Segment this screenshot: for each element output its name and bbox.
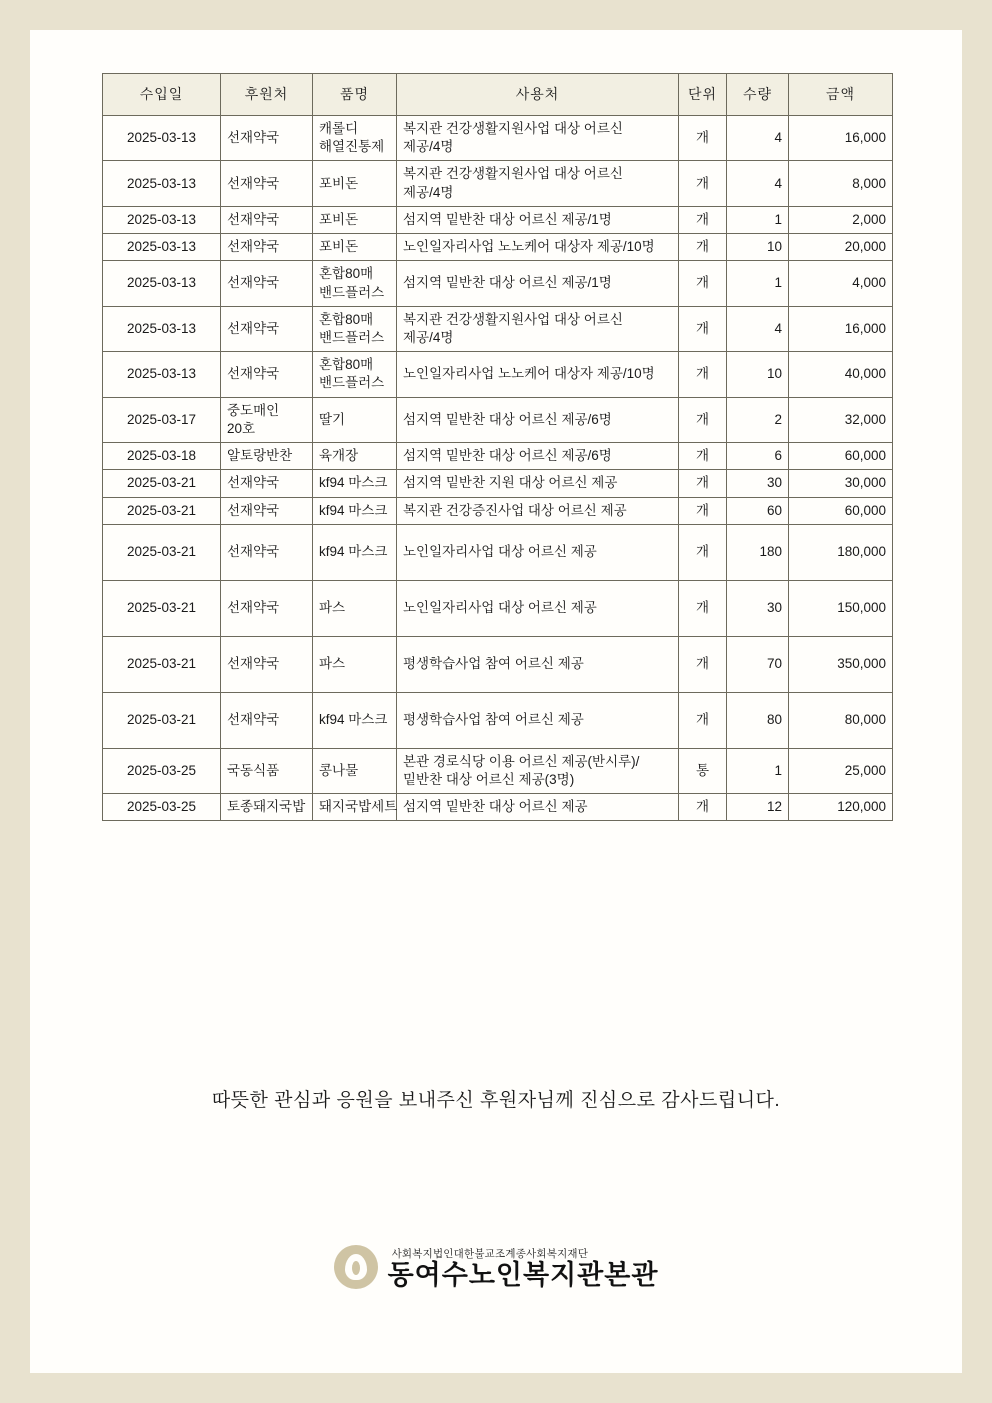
cell-item: 혼합80매 밴드플러스	[313, 261, 397, 306]
cell-item: kf94 마스크	[313, 524, 397, 580]
table-row	[103, 234, 893, 261]
table-row	[103, 397, 893, 442]
table-row	[103, 636, 893, 692]
cell-donor: 선재약국	[221, 580, 313, 636]
cell-unit: 개	[679, 161, 727, 206]
cell-unit: 개	[679, 206, 727, 233]
column-header-date: 수입일	[103, 74, 221, 116]
cell-amount: 32,000	[789, 397, 893, 442]
cell-donor: 선재약국	[221, 470, 313, 497]
cell-donor: 선재약국	[221, 497, 313, 524]
cell-amount: 120,000	[789, 794, 893, 821]
cell-date: 2025-03-21	[103, 470, 221, 497]
cell-use: 복지관 건강생활지원사업 대상 어르신 제공/4명	[397, 161, 679, 206]
cell-unit: 개	[679, 116, 727, 161]
cell-use: 노인일자리사업 노노케어 대상자 제공/10명	[397, 352, 679, 397]
cell-qty: 70	[727, 636, 789, 692]
cell-donor: 선재약국	[221, 261, 313, 306]
donation-table	[102, 73, 893, 821]
cell-amount: 20,000	[789, 234, 893, 261]
cell-amount: 60,000	[789, 497, 893, 524]
column-header-amount: 금액	[789, 74, 893, 116]
cell-donor: 선재약국	[221, 524, 313, 580]
table-row	[103, 206, 893, 233]
cell-use: 노인일자리사업 노노케어 대상자 제공/10명	[397, 234, 679, 261]
cell-use: 복지관 건강생활지원사업 대상 어르신 제공/4명	[397, 306, 679, 351]
cell-donor: 토종돼지국밥	[221, 794, 313, 821]
cell-use: 섬지역 밑반찬 대상 어르신 제공	[397, 794, 679, 821]
cell-date: 2025-03-13	[103, 116, 221, 161]
cell-qty: 1	[727, 748, 789, 793]
cell-qty: 30	[727, 470, 789, 497]
table-row	[103, 161, 893, 206]
cell-date: 2025-03-13	[103, 234, 221, 261]
cell-date: 2025-03-21	[103, 580, 221, 636]
cell-qty: 2	[727, 397, 789, 442]
cell-amount: 60,000	[789, 443, 893, 470]
column-header-donor: 후원처	[221, 74, 313, 116]
cell-unit: 개	[679, 692, 727, 748]
table-row	[103, 261, 893, 306]
cell-use: 평생학습사업 참여 어르신 제공	[397, 636, 679, 692]
cell-donor: 중도매인 20호	[221, 397, 313, 442]
column-header-unit: 단위	[679, 74, 727, 116]
cell-use: 노인일자리사업 대상 어르신 제공	[397, 524, 679, 580]
table-row	[103, 497, 893, 524]
column-header-use: 사용처	[397, 74, 679, 116]
cell-item: 포비돈	[313, 161, 397, 206]
donation-table-container	[102, 73, 892, 821]
cell-donor: 알토랑반찬	[221, 443, 313, 470]
cell-unit: 개	[679, 794, 727, 821]
cell-unit: 개	[679, 234, 727, 261]
cell-donor: 선재약국	[221, 161, 313, 206]
cell-use: 섬지역 밑반찬 지원 대상 어르신 제공	[397, 470, 679, 497]
table-row	[103, 748, 893, 793]
cell-qty: 1	[727, 206, 789, 233]
cell-donor: 선재약국	[221, 306, 313, 351]
cell-qty: 10	[727, 352, 789, 397]
cell-unit: 개	[679, 470, 727, 497]
cell-qty: 1	[727, 261, 789, 306]
cell-qty: 180	[727, 524, 789, 580]
cell-use: 섬지역 밑반찬 대상 어르신 제공/1명	[397, 206, 679, 233]
cell-date: 2025-03-21	[103, 497, 221, 524]
cell-item: 파스	[313, 636, 397, 692]
cell-amount: 150,000	[789, 580, 893, 636]
cell-use: 본관 경로식당 이용 어르신 제공(반시루)/밑반찬 대상 어르신 제공(3명)	[397, 748, 679, 793]
cell-item: 포비돈	[313, 234, 397, 261]
cell-unit: 개	[679, 497, 727, 524]
cell-donor: 국동식품	[221, 748, 313, 793]
cell-amount: 350,000	[789, 636, 893, 692]
cell-amount: 25,000	[789, 748, 893, 793]
cell-qty: 30	[727, 580, 789, 636]
table-row	[103, 470, 893, 497]
organization-name: 동여수노인복지관본관	[387, 1260, 659, 1291]
cell-qty: 80	[727, 692, 789, 748]
cell-date: 2025-03-21	[103, 636, 221, 692]
cell-donor: 선재약국	[221, 234, 313, 261]
cell-donor: 선재약국	[221, 692, 313, 748]
cell-item: kf94 마스크	[313, 470, 397, 497]
cell-item: 파스	[313, 580, 397, 636]
cell-item: 캐롤디 해열진통제	[313, 116, 397, 161]
cell-donor: 선재약국	[221, 636, 313, 692]
cell-unit: 개	[679, 352, 727, 397]
cell-item: kf94 마스크	[313, 692, 397, 748]
cell-use: 복지관 건강증진사업 대상 어르신 제공	[397, 497, 679, 524]
table-row	[103, 443, 893, 470]
cell-unit: 개	[679, 443, 727, 470]
cell-item: 포비돈	[313, 206, 397, 233]
organization-text	[388, 1246, 659, 1291]
cell-item: 혼합80매 밴드플러스	[313, 306, 397, 351]
cell-amount: 40,000	[789, 352, 893, 397]
cell-use: 평생학습사업 참여 어르신 제공	[397, 692, 679, 748]
cell-date: 2025-03-21	[103, 524, 221, 580]
table-row	[103, 692, 893, 748]
cell-unit: 개	[679, 261, 727, 306]
cell-qty: 60	[727, 497, 789, 524]
cell-donor: 선재약국	[221, 206, 313, 233]
cell-date: 2025-03-13	[103, 352, 221, 397]
cell-amount: 180,000	[789, 524, 893, 580]
cell-use: 노인일자리사업 대상 어르신 제공	[397, 580, 679, 636]
cell-amount: 4,000	[789, 261, 893, 306]
cell-date: 2025-03-25	[103, 794, 221, 821]
cell-date: 2025-03-13	[103, 206, 221, 233]
cell-unit: 개	[679, 306, 727, 351]
cell-unit: 개	[679, 580, 727, 636]
cell-use: 섬지역 밑반찬 대상 어르신 제공/6명	[397, 397, 679, 442]
cell-amount: 80,000	[789, 692, 893, 748]
thanks-message: 따뜻한 관심과 응원을 보내주신 후원자님께 진심으로 감사드립니다.	[211, 1090, 781, 1111]
cell-date: 2025-03-21	[103, 692, 221, 748]
cell-date: 2025-03-13	[103, 261, 221, 306]
cell-date: 2025-03-13	[103, 306, 221, 351]
cell-qty: 4	[727, 306, 789, 351]
table-row	[103, 580, 893, 636]
cell-item: kf94 마스크	[313, 497, 397, 524]
cell-unit: 통	[679, 748, 727, 793]
cell-amount: 16,000	[789, 116, 893, 161]
organization-logo-icon	[334, 1245, 378, 1289]
cell-qty: 6	[727, 443, 789, 470]
table-row	[103, 524, 893, 580]
cell-date: 2025-03-25	[103, 748, 221, 793]
cell-item: 딸기	[313, 397, 397, 442]
cell-amount: 2,000	[789, 206, 893, 233]
cell-amount: 16,000	[789, 306, 893, 351]
table-row	[103, 116, 893, 161]
cell-donor: 선재약국	[221, 116, 313, 161]
table-row	[103, 352, 893, 397]
cell-unit: 개	[679, 524, 727, 580]
cell-amount: 8,000	[789, 161, 893, 206]
organization-footer	[30, 1245, 962, 1291]
cell-unit: 개	[679, 636, 727, 692]
cell-item: 돼지국밥세트	[313, 794, 397, 821]
cell-use: 복지관 건강생활지원사업 대상 어르신 제공/4명	[397, 116, 679, 161]
cell-qty: 10	[727, 234, 789, 261]
organization-foundation-name: 사회복지법인대한불교조계종사회복지재단	[391, 1248, 589, 1261]
cell-qty: 4	[727, 161, 789, 206]
table-row	[103, 306, 893, 351]
cell-unit: 개	[679, 397, 727, 442]
cell-donor: 선재약국	[221, 352, 313, 397]
cell-date: 2025-03-13	[103, 161, 221, 206]
document-page	[30, 30, 962, 1373]
cell-qty: 12	[727, 794, 789, 821]
cell-use: 섬지역 밑반찬 대상 어르신 제공/1명	[397, 261, 679, 306]
cell-item: 콩나물	[313, 748, 397, 793]
table-row	[103, 794, 893, 821]
column-header-item: 품명	[313, 74, 397, 116]
cell-amount: 30,000	[789, 470, 893, 497]
table-body	[103, 116, 893, 821]
cell-use: 섬지역 밑반찬 대상 어르신 제공/6명	[397, 443, 679, 470]
cell-date: 2025-03-17	[103, 397, 221, 442]
table-header-row	[103, 74, 893, 116]
cell-item: 혼합80매 밴드플러스	[313, 352, 397, 397]
cell-qty: 4	[727, 116, 789, 161]
cell-date: 2025-03-18	[103, 443, 221, 470]
column-header-qty: 수량	[727, 74, 789, 116]
cell-item: 육개장	[313, 443, 397, 470]
